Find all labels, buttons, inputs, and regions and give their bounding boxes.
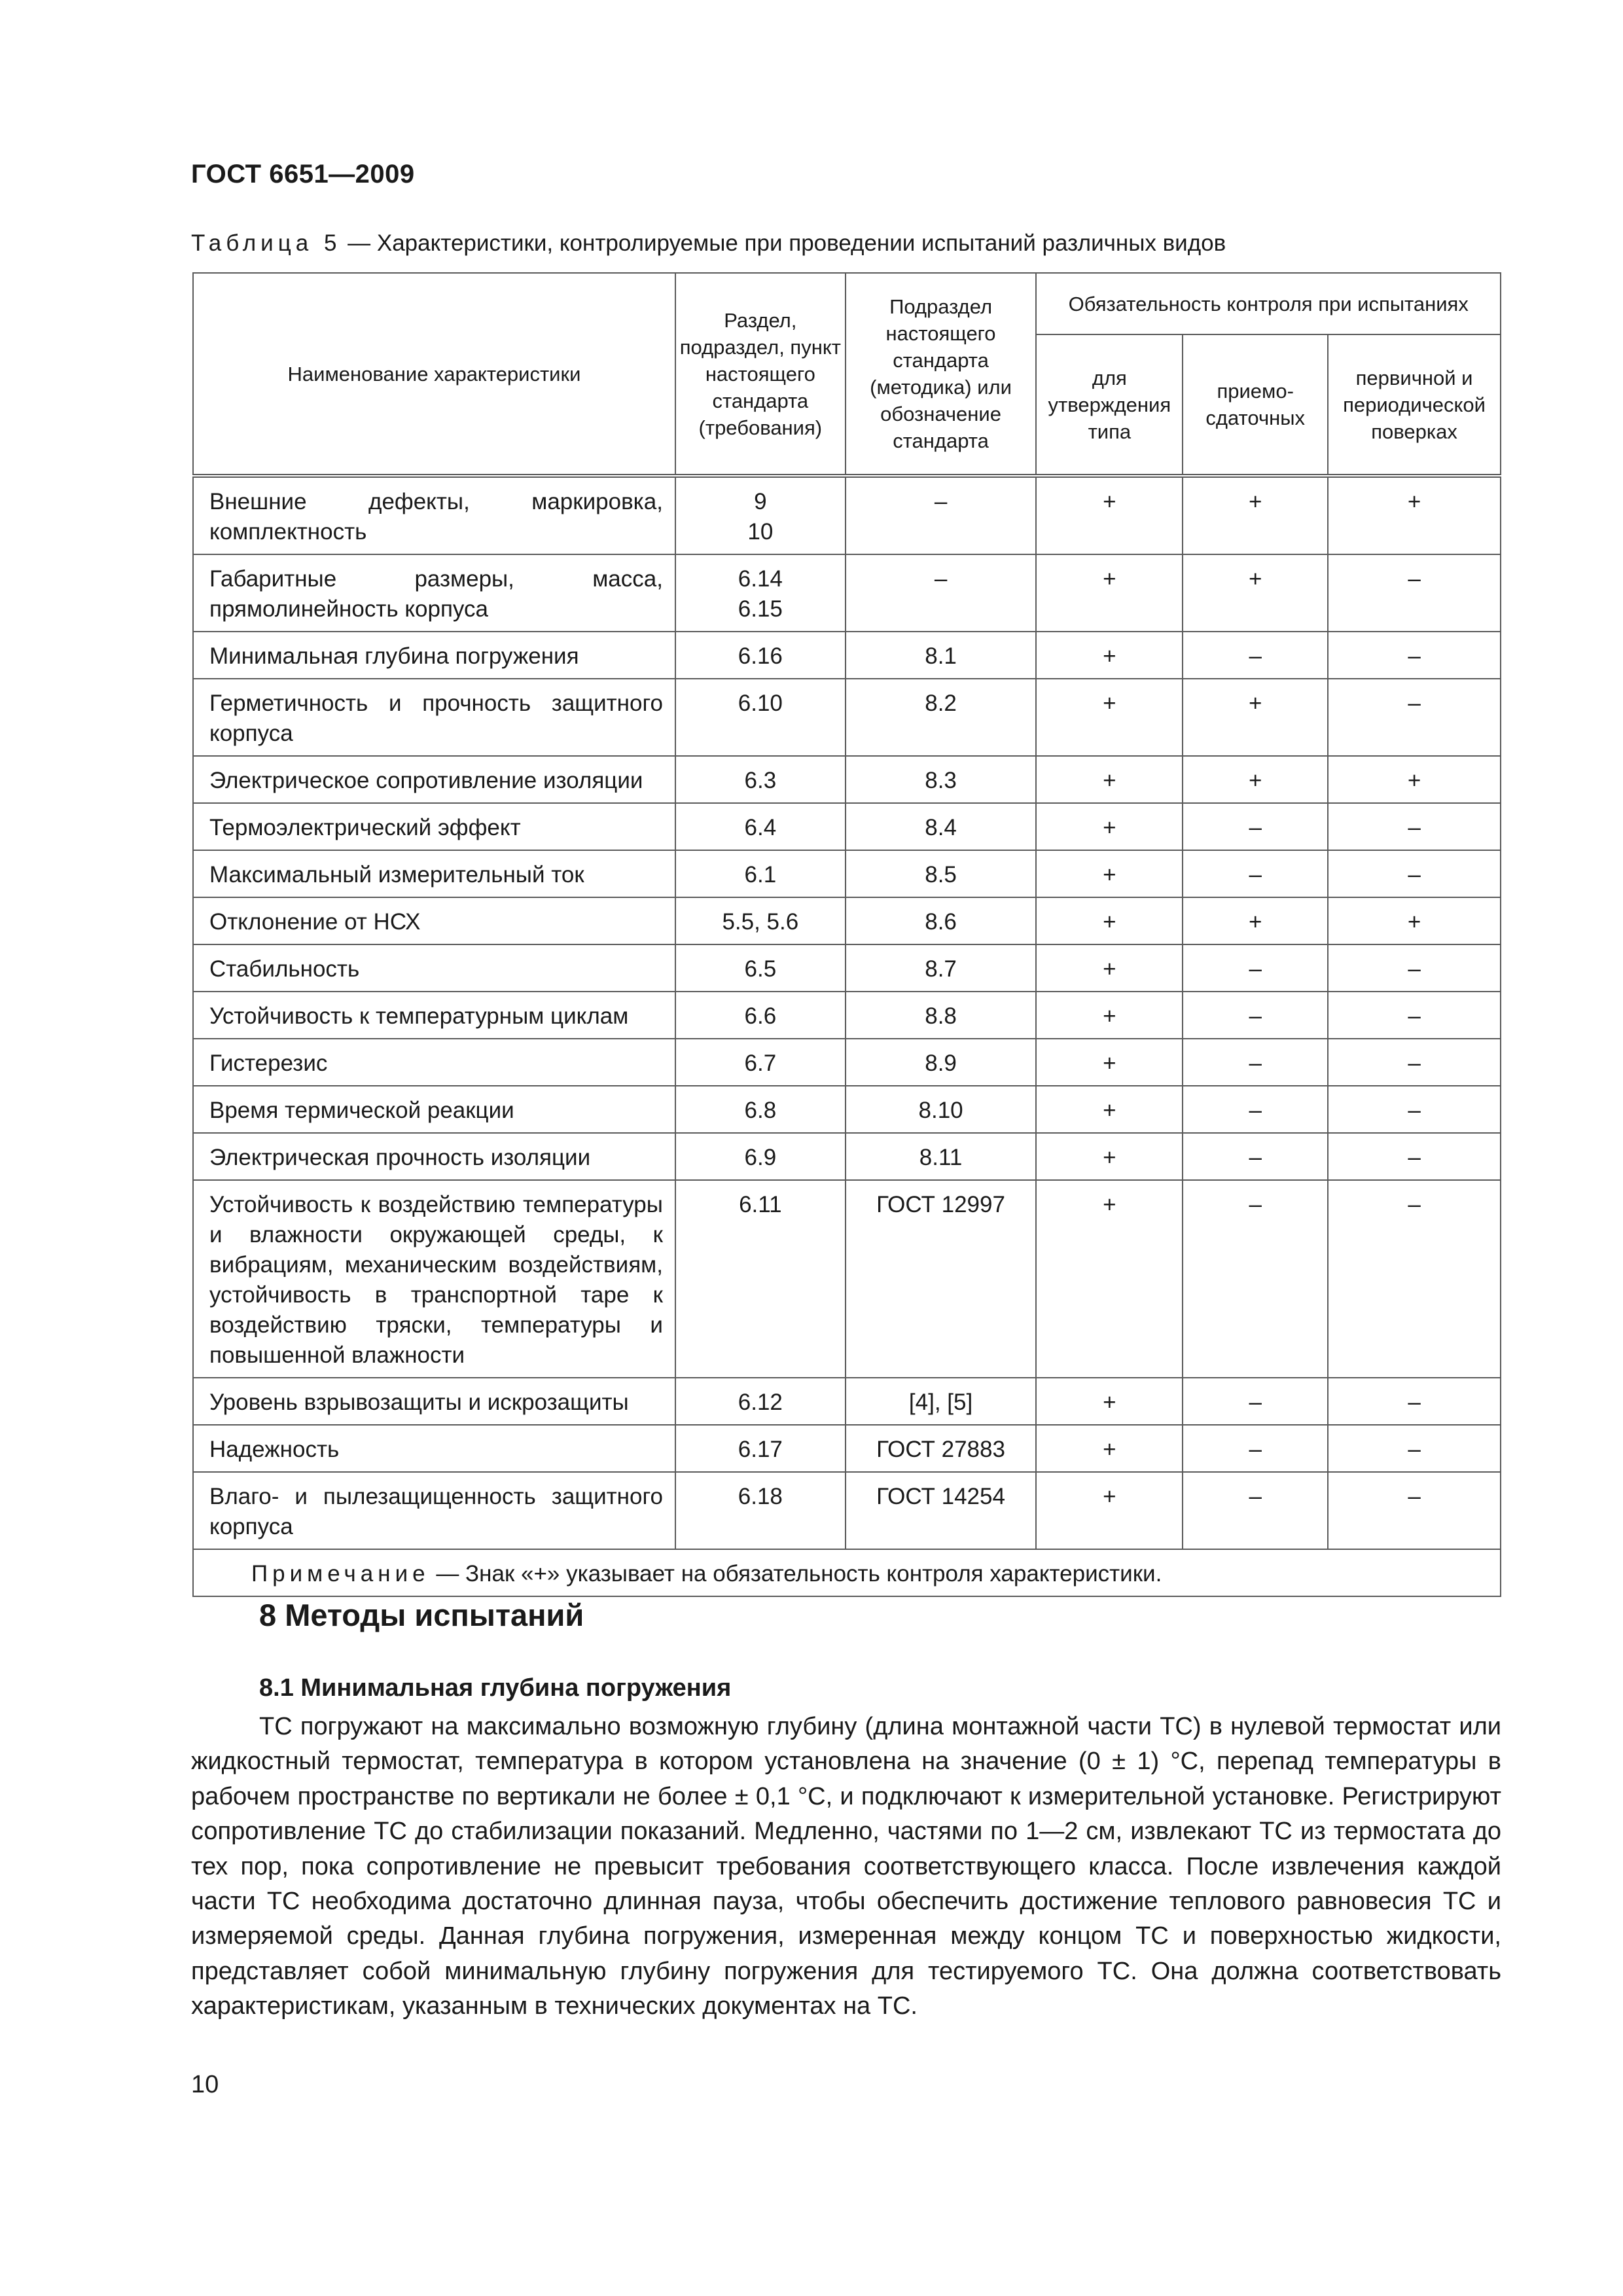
table-note — [193, 1549, 1501, 1596]
subsection-title: 8.1 Минимальная глубина погружения — [259, 1674, 732, 1702]
section-title: 8 Методы испытаний — [259, 1598, 584, 1632]
cell-type-approval: + — [1036, 850, 1183, 897]
table-row — [193, 1425, 1501, 1472]
cell-method: ГОСТ 12997 — [846, 1180, 1037, 1378]
cell-name: Электрическая прочность изоляции — [193, 1133, 675, 1180]
cell-section: 6.18 — [675, 1472, 846, 1549]
cell-acceptance: – — [1183, 1378, 1328, 1425]
cell-periodic: – — [1328, 803, 1501, 850]
cell-type-approval: + — [1036, 1133, 1183, 1180]
table-row — [193, 992, 1501, 1039]
cell-name: Уровень взрывозащиты и искрозащиты — [193, 1378, 675, 1425]
cell-name: Устойчивость к воздействию температуры и влажности окружающей среды, к вибрациям, механическим воздействиям, устойчивость в транспортной таре к воздействию тряски, температуры и повышенной влажности — [193, 1180, 675, 1378]
cell-acceptance: + — [1183, 756, 1328, 803]
cell-method: 8.4 — [846, 803, 1037, 850]
cell-method: 8.11 — [846, 1133, 1037, 1180]
cell-type-approval: + — [1036, 1180, 1183, 1378]
cell-section: 6.6 — [675, 992, 846, 1039]
table-row — [193, 897, 1501, 944]
table-body — [193, 476, 1501, 1549]
cell-name: Отклонение от НСХ — [193, 897, 675, 944]
cell-method: [4], [5] — [846, 1378, 1037, 1425]
cell-periodic: – — [1328, 944, 1501, 992]
cell-method: – — [846, 476, 1037, 554]
header-periodic: первичной и периодической поверках — [1328, 334, 1501, 476]
cell-acceptance: – — [1183, 1039, 1328, 1086]
header-method: Подраздел настоящего стандарта (методика) или обозначение стандарта — [846, 273, 1037, 476]
cell-periodic: – — [1328, 1425, 1501, 1472]
cell-acceptance: – — [1183, 944, 1328, 992]
cell-name: Устойчивость к температурным циклам — [193, 992, 675, 1039]
cell-method: 8.5 — [846, 850, 1037, 897]
cell-section: 5.5, 5.6 — [675, 897, 846, 944]
cell-method: 8.8 — [846, 992, 1037, 1039]
cell-type-approval: + — [1036, 1378, 1183, 1425]
cell-acceptance: – — [1183, 1472, 1328, 1549]
table-row — [193, 632, 1501, 679]
cell-method: ГОСТ 27883 — [846, 1425, 1037, 1472]
cell-periodic: – — [1328, 1086, 1501, 1133]
cell-acceptance: + — [1183, 897, 1328, 944]
table-row — [193, 756, 1501, 803]
cell-type-approval: + — [1036, 679, 1183, 756]
cell-method: 8.2 — [846, 679, 1037, 756]
cell-type-approval: + — [1036, 1039, 1183, 1086]
cell-type-approval: + — [1036, 803, 1183, 850]
cell-acceptance: – — [1183, 1086, 1328, 1133]
cell-type-approval: + — [1036, 1086, 1183, 1133]
cell-periodic: – — [1328, 1039, 1501, 1086]
cell-method: 8.6 — [846, 897, 1037, 944]
cell-acceptance: – — [1183, 803, 1328, 850]
cell-method: 8.1 — [846, 632, 1037, 679]
cell-method: 8.3 — [846, 756, 1037, 803]
table-row — [193, 803, 1501, 850]
table-row — [193, 1180, 1501, 1378]
cell-acceptance: – — [1183, 850, 1328, 897]
cell-periodic: – — [1328, 554, 1501, 632]
cell-type-approval: + — [1036, 554, 1183, 632]
cell-section: 6.14 6.15 — [675, 554, 846, 632]
table-row — [193, 1086, 1501, 1133]
cell-method: – — [846, 554, 1037, 632]
cell-name: Внешние дефекты, маркировка, комплектность — [193, 476, 675, 554]
cell-type-approval: + — [1036, 756, 1183, 803]
cell-section: 6.11 — [675, 1180, 846, 1378]
cell-section: 6.3 — [675, 756, 846, 803]
cell-name: Герметичность и прочность защитного корпуса — [193, 679, 675, 756]
cell-name: Термоэлектрический эффект — [193, 803, 675, 850]
cell-section: 6.5 — [675, 944, 846, 992]
cell-section: 6.9 — [675, 1133, 846, 1180]
header-characteristic-name: Наименование характеристики — [193, 273, 675, 476]
cell-acceptance: – — [1183, 1180, 1328, 1378]
cell-section: 6.12 — [675, 1378, 846, 1425]
page-number: 10 — [191, 2071, 219, 2098]
cell-acceptance: – — [1183, 632, 1328, 679]
cell-name: Минимальная глубина погружения — [193, 632, 675, 679]
cell-type-approval: + — [1036, 476, 1183, 554]
cell-section: 6.8 — [675, 1086, 846, 1133]
cell-acceptance: – — [1183, 1133, 1328, 1180]
cell-section: 6.10 — [675, 679, 846, 756]
cell-section: 6.16 — [675, 632, 846, 679]
cell-type-approval: + — [1036, 1472, 1183, 1549]
cell-section: 6.4 — [675, 803, 846, 850]
table-row — [193, 1039, 1501, 1086]
header-section: Раздел, подраздел, пункт настоящего стандарта (требования) — [675, 273, 846, 476]
cell-type-approval: + — [1036, 632, 1183, 679]
cell-type-approval: + — [1036, 1425, 1183, 1472]
table-note-prefix: Примечание — [251, 1561, 430, 1587]
cell-acceptance: + — [1183, 476, 1328, 554]
cell-section: 6.1 — [675, 850, 846, 897]
table-row — [193, 1472, 1501, 1549]
table-row — [193, 850, 1501, 897]
header-mandatory-control: Обязательность контроля при испытаниях — [1036, 273, 1501, 334]
cell-section: 6.7 — [675, 1039, 846, 1086]
cell-name: Влаго- и пылезащищенность защитного корпуса — [193, 1472, 675, 1549]
table-caption-prefix: Таблица 5 — [191, 230, 342, 256]
table-note-text: — Знак «+» указывает на обязательность контроля характеристики. — [429, 1561, 1162, 1587]
cell-type-approval: + — [1036, 897, 1183, 944]
cell-section: 6.17 — [675, 1425, 846, 1472]
cell-periodic: + — [1328, 897, 1501, 944]
cell-name: Стабильность — [193, 944, 675, 992]
cell-acceptance: + — [1183, 554, 1328, 632]
table-caption-text: — Характеристики, контролируемые при проведении испытаний различных видов — [341, 230, 1226, 256]
cell-name: Габаритные размеры, масса, прямолинейность корпуса — [193, 554, 675, 632]
table-row — [193, 679, 1501, 756]
cell-method: 8.10 — [846, 1086, 1037, 1133]
table-row — [193, 1133, 1501, 1180]
cell-periodic: – — [1328, 1472, 1501, 1549]
cell-type-approval: + — [1036, 944, 1183, 992]
cell-method: 8.9 — [846, 1039, 1037, 1086]
cell-name: Время термической реакции — [193, 1086, 675, 1133]
header-type-approval: для утверждения типа — [1036, 334, 1183, 476]
table-row — [193, 476, 1501, 554]
table-row — [193, 1378, 1501, 1425]
cell-acceptance: – — [1183, 992, 1328, 1039]
cell-periodic: – — [1328, 992, 1501, 1039]
cell-acceptance: + — [1183, 679, 1328, 756]
cell-periodic: + — [1328, 476, 1501, 554]
table-caption — [191, 230, 1226, 257]
cell-name: Надежность — [193, 1425, 675, 1472]
cell-periodic: + — [1328, 756, 1501, 803]
cell-name: Гистерезис — [193, 1039, 675, 1086]
table-row — [193, 554, 1501, 632]
cell-periodic: – — [1328, 632, 1501, 679]
cell-method: 8.7 — [846, 944, 1037, 992]
cell-periodic: – — [1328, 1180, 1501, 1378]
cell-type-approval: + — [1036, 992, 1183, 1039]
body-paragraph: ТС погружают на максимально возможную глубину (длина монтажной части ТС) в нулевой термостат или жидкостный термостат, температура в котором установлена на значение (0 ± 1) °С, перепад температуры в рабочем пространстве по вертикали не более ± 0,1 °С, и подключают к измерительной установке. Регистрируют сопротивление ТС до стабилизации показаний. Медленно, частями по 1—2 см, извлекают ТС из термостата до тех пор, пока сопротивление не превысит требования соответствующего класса. После извлечения каждой части ТС необходима достаточно длинная пауза, чтобы обеспечить достижение теплового равновесия ТС и измеряемой среды. Данная глубина погружения, измеренная между концом ТС и поверхностью жидкости, представляет собой минимальную глубину погружения для тестируемого ТС. Она должна соответствовать характеристикам, указанным в технических документах на ТС. — [191, 1713, 1501, 2020]
cell-section: 9 10 — [675, 476, 846, 554]
cell-name: Электрическое сопротивление изоляции — [193, 756, 675, 803]
document-header: ГОСТ 6651—2009 — [191, 160, 415, 188]
cell-periodic: – — [1328, 1133, 1501, 1180]
header-acceptance: приемо-сдаточных — [1183, 334, 1328, 476]
cell-periodic: – — [1328, 679, 1501, 756]
cell-method: ГОСТ 14254 — [846, 1472, 1037, 1549]
cell-acceptance: – — [1183, 1425, 1328, 1472]
characteristics-table — [192, 272, 1501, 1597]
cell-periodic: – — [1328, 1378, 1501, 1425]
cell-periodic: – — [1328, 850, 1501, 897]
table-row — [193, 944, 1501, 992]
cell-name: Максимальный измерительный ток — [193, 850, 675, 897]
